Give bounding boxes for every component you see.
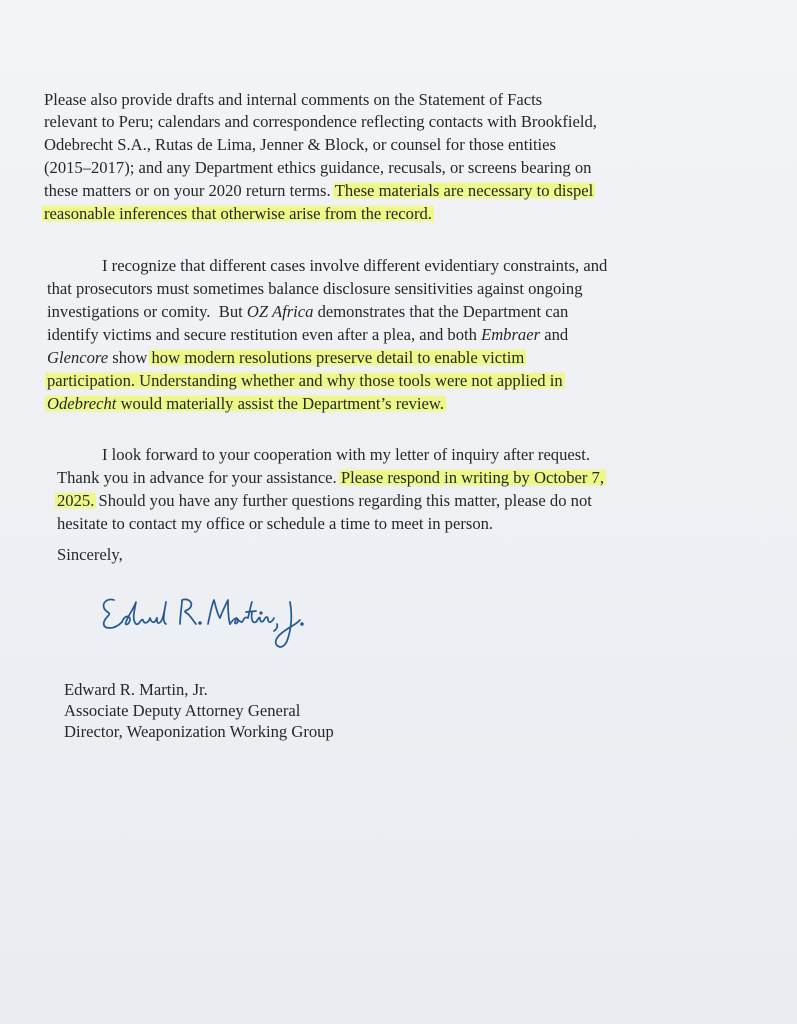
- highlighted-text: how modern resolutions preserve detail to enable victim: [151, 348, 525, 367]
- text-line: [47, 301, 568, 324]
- text-run: and: [544, 325, 569, 344]
- text-run: Should you have any further questions regarding this matter, please do not: [98, 491, 592, 510]
- case-name: Embraer: [481, 325, 541, 344]
- text-line: relevant to Peru; calendars and correspondence reflecting contacts with Brookfield,: [44, 112, 597, 131]
- text-run: investigations or comity.: [47, 302, 211, 321]
- text-line: that prosecutors must sometimes balance disclosure sensitivities against ongoing: [47, 279, 583, 298]
- handwritten-signature: [96, 588, 306, 660]
- signer-title: Associate Deputy Attorney General: [64, 701, 301, 720]
- highlighted-text: [45, 394, 446, 413]
- highlighted-text: reasonable inferences that otherwise arise from the record.: [44, 204, 432, 223]
- text-run: these matters or on your 2020 return terms.: [44, 181, 331, 200]
- text-line: hesitate to contact my office or schedule a time to meet in person.: [57, 514, 494, 533]
- text-line: I look forward to your cooperation with my letter of inquiry after request.: [102, 445, 590, 464]
- text-line: [44, 203, 432, 226]
- text-line: Please also provide drafts and internal comments on the Statement of Facts: [44, 90, 543, 109]
- text-line: [44, 180, 593, 203]
- case-name: Odebrecht: [47, 394, 117, 413]
- case-name: Glencore: [47, 348, 109, 367]
- text-run: Thank you in advance for your assistance.: [57, 468, 337, 487]
- highlighted-text: Please respond in writing by October 7,: [340, 468, 605, 487]
- text-run: demonstrates that the Department can: [317, 302, 569, 321]
- signer-name: Edward R. Martin, Jr.: [64, 680, 208, 699]
- case-name: OZ Africa: [246, 302, 314, 321]
- highlighted-text: These materials are necessary to dispel: [334, 181, 594, 200]
- signer-role: Director, Weaponization Working Group: [64, 722, 334, 741]
- text-run: But: [218, 302, 243, 321]
- closing-salutation: Sincerely,: [57, 545, 123, 564]
- text-line: [47, 393, 444, 416]
- text-line: (2015–2017); and any Department ethics guidance, recusals, or screens bearing on: [44, 158, 592, 177]
- text-run: identify victims and secure restitution even after a plea, and both: [47, 325, 477, 344]
- text-line: [57, 490, 592, 513]
- text-line: [47, 324, 568, 347]
- text-line: [47, 347, 524, 370]
- text-line: [47, 370, 563, 393]
- text-line: I recognize that different cases involve different evidentiary constraints, and: [102, 256, 608, 275]
- highlighted-text: participation. Understanding whether and why those tools were not applied in: [47, 371, 563, 390]
- text-line: [57, 467, 604, 490]
- text-run: show: [112, 348, 148, 367]
- text-run: would materially assist the Department’s review.: [120, 394, 444, 413]
- highlighted-text: 2025.: [57, 491, 95, 510]
- text-line: Odebrecht S.A., Rutas de Lima, Jenner & Block, or counsel for those entities: [44, 135, 556, 154]
